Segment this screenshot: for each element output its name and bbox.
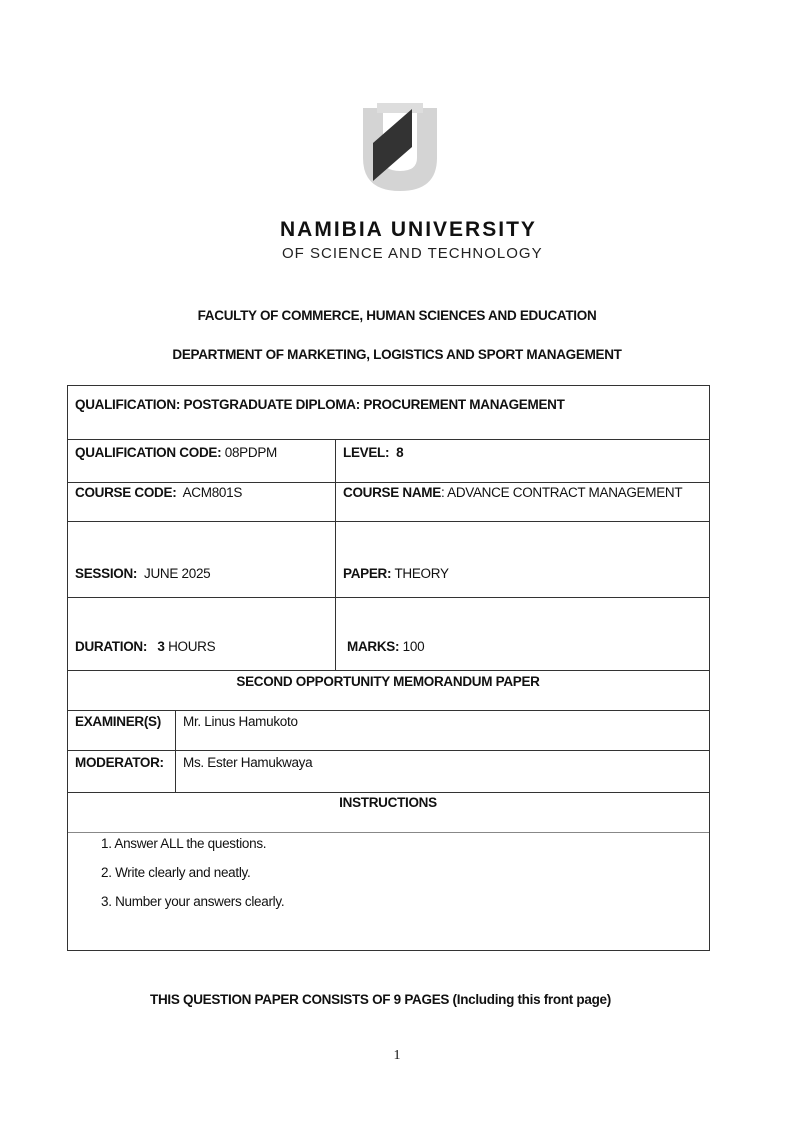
course-code-label: COURSE CODE: (75, 485, 177, 500)
course-name-value: : ADVANCE CONTRACT MANAGEMENT (440, 485, 683, 500)
course-name-label: COURSE NAME (343, 485, 441, 500)
qualification-label: QUALIFICATION: (75, 397, 181, 412)
qualification-value: POSTGRADUATE DIPLOMA: PROCUREMENT MANAGEMENT (183, 397, 565, 412)
duration-unit: HOURS (168, 639, 216, 654)
examiner-value: Mr. Linus Hamukoto (183, 714, 298, 729)
duration-number: 3 (157, 639, 165, 654)
instruction-item: 3. Number your answers clearly. (101, 894, 285, 909)
page-count-note: THIS QUESTION PAPER CONSISTS OF 9 PAGES (Including this front page) (150, 992, 611, 1007)
moderator-value: Ms. Ester Hamukwaya (183, 755, 313, 770)
instruction-item: 1. Answer ALL the questions. (101, 836, 267, 851)
examiner-label: EXAMINER(S) (75, 714, 161, 729)
instruction-item: 2. Write clearly and neatly. (101, 865, 251, 880)
paper-value: THEORY (394, 566, 449, 581)
university-name: NAMIBIA UNIVERSITY (280, 218, 537, 241)
level-label: LEVEL: (343, 445, 390, 460)
faculty-heading: FACULTY OF COMMERCE, HUMAN SCIENCES AND EDUCATION (197, 308, 597, 323)
instructions-heading: INSTRUCTIONS (339, 795, 437, 810)
qualification-code-label: QUALIFICATION CODE: (75, 445, 222, 460)
university-subtitle: OF SCIENCE AND TECHNOLOGY (282, 245, 543, 262)
session-label: SESSION: (75, 566, 138, 581)
course-code-value: ACM801S (182, 485, 243, 500)
memorandum-title: SECOND OPPORTUNITY MEMORANDUM PAPER (236, 674, 540, 689)
paper-label: PAPER: (343, 566, 392, 581)
duration-label: DURATION: (75, 639, 148, 654)
university-logo-icon (355, 103, 445, 193)
qualification-code-value: 08PDPM (224, 445, 277, 460)
level-value: 8 (396, 445, 404, 460)
page-number: 1 (393, 1048, 401, 1063)
marks-label: MARKS: (347, 639, 400, 654)
session-value: JUNE 2025 (144, 566, 211, 581)
moderator-label: MODERATOR: (75, 755, 164, 770)
department-heading: DEPARTMENT OF MARKETING, LOGISTICS AND SPORT MANAGEMENT (172, 347, 622, 362)
marks-value: 100 (402, 639, 425, 654)
